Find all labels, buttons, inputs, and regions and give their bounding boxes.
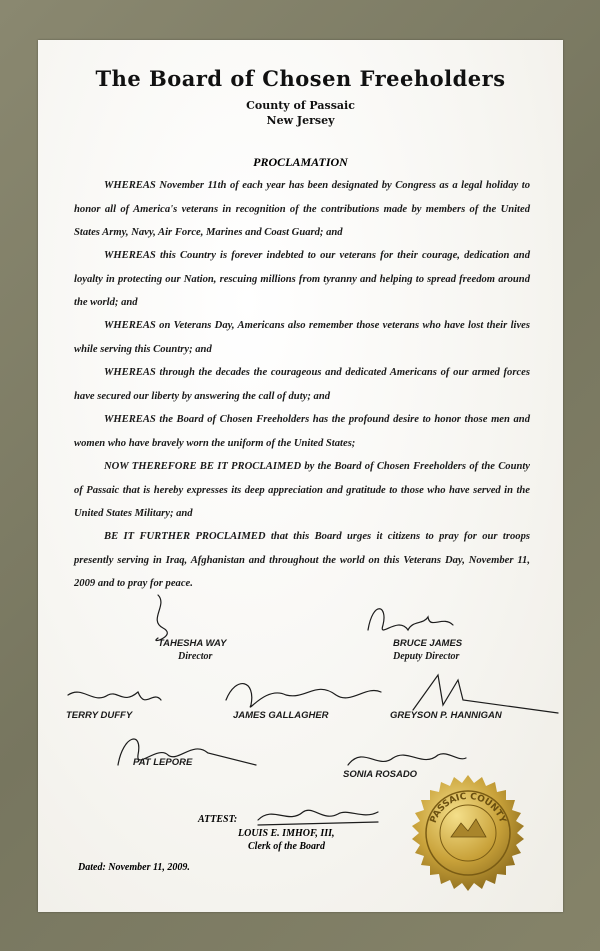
dated-line: Dated: November 11, 2009. [78, 862, 190, 873]
seal-text: PASSAIC COUNTY [428, 791, 508, 825]
state-name: New Jersey [266, 114, 335, 127]
clerk-name: LOUIS E. IMHOF, III, [238, 828, 335, 839]
lepore-name: PAT LEPORE [133, 757, 193, 768]
rosado-name: SONIA ROSADO [343, 769, 418, 780]
county-name: County of Passaic [246, 99, 355, 112]
whereas-paragraph-5: WHEREAS the Board of Chosen Freeholders has the profound desire to honor those men and women who have bravely worn the uniform of the United States; [74, 414, 530, 449]
gallagher-name: JAMES GALLAGHER [233, 710, 329, 721]
county-gold-seal [406, 775, 530, 899]
hannigan-name: GREYSON P. HANNIGAN [390, 710, 502, 721]
duffy-name: TERRY DUFFY [66, 710, 133, 721]
board-title: The Board of Chosen Freeholders [95, 66, 506, 91]
whereas-paragraph-1: WHEREAS November 11th of each year has been designated by Congress as a legal holiday to honor all of America's veterans in recognition of the contributions made by members of the United States Army, Navy, Air Force, Marines and Coast Guard; and [74, 180, 530, 238]
proclamation-paper [38, 40, 563, 912]
signature-clerk [253, 800, 383, 830]
proclaimed-paragraph: NOW THEREFORE BE IT PROCLAIMED by the Board of Chosen Freeholders of the County of Passaic that is hereby expresses its deep appreciation and gratitude to those who have served in the United States Military; and [74, 461, 530, 519]
proclamation-heading: PROCLAMATION [253, 155, 348, 169]
attest-label: ATTEST: [198, 814, 238, 825]
clerk-title: Clerk of the Board [248, 841, 325, 852]
whereas-paragraph-4: WHEREAS through the decades the courageous and dedicated Americans of our armed forces have secured our liberty by answering the call of duty; and [74, 367, 530, 402]
whereas-paragraph-3: WHEREAS on Veterans Day, Americans also remember those veterans who have lost their lives while serving this Country; and [74, 320, 530, 355]
deputy-title: Deputy Director [393, 651, 460, 662]
further-proclaimed-paragraph: BE IT FURTHER PROCLAIMED that this Board urges it citizens to pray for our troops presently serving in Iraq, Afghanistan and throughout the world on this Veterans Day, November 11, 2009 and to pray for peace. [74, 531, 530, 589]
deputy-name: BRUCE JAMES [393, 638, 463, 649]
director-name: TAHESHA WAY [158, 638, 227, 649]
whereas-paragraph-2: WHEREAS this Country is forever indebted to our veterans for their courage, dedication and loyalty in protecting our Nation, rescuing millions from tyranny and helping to spread freedom around the world; and [74, 250, 530, 308]
director-title: Director [178, 651, 213, 662]
